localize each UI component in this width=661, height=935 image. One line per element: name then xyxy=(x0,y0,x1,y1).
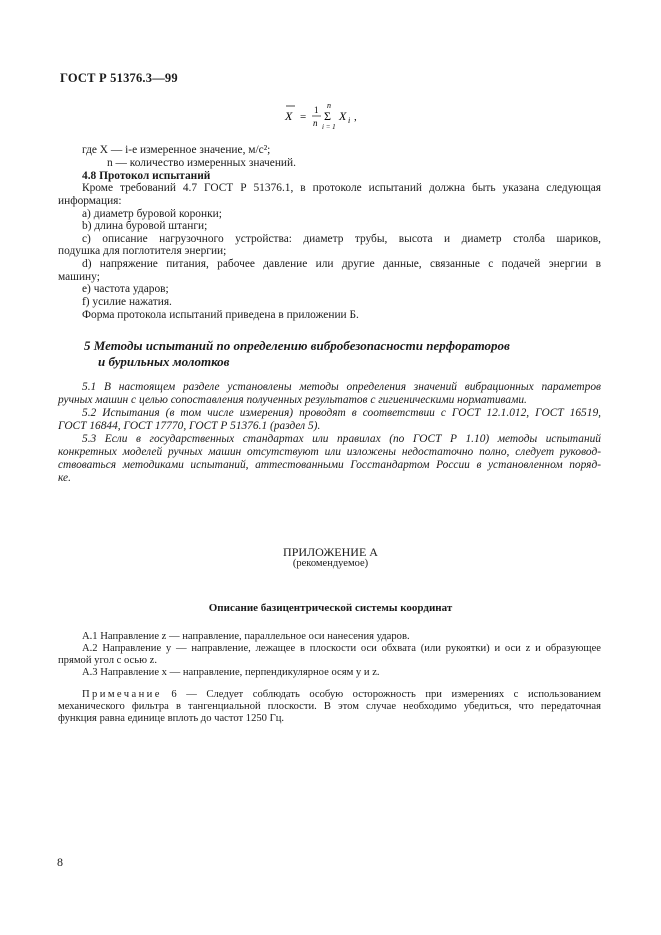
section-4-8-intro-1: Кроме требований 4.7 ГОСТ Р 51376.1, в протоколе испытаний должна быть указана следующая xyxy=(82,182,601,194)
form-note: Форма протокола испытаний приведена в приложении Б. xyxy=(82,309,359,321)
note-text-1: 6 — Следует соблюдать особую осторожность при измерениях с использованием xyxy=(161,689,601,700)
formula-denominator: n xyxy=(313,118,318,128)
formula-sub: i xyxy=(348,116,351,125)
appendix-a1: А.1 Направление z — направление, параллельное оси нанесения ударов. xyxy=(82,631,410,642)
page-number: 8 xyxy=(57,855,63,869)
formula-trail: , xyxy=(354,111,357,123)
item-d-1: d) напряжение питания, рабочее давление или другие данные, связанные с подачей энергии в xyxy=(82,258,601,270)
where-line-1: где X — i-е измеренное значение, м/с²; xyxy=(82,144,271,156)
note-line-3: функция равна единице вплоть до частот 1250 Гц. xyxy=(58,713,285,724)
item-f: f) усилие нажатия. xyxy=(82,296,172,308)
page-header: ГОСТ Р 51376.3—99 xyxy=(60,71,178,85)
formula-equals: = xyxy=(300,111,307,123)
appendix-a3: А.3 Направление х — направление, перпендикулярное осям у и z. xyxy=(82,667,380,678)
where-line-2: n — количество измеренных значений. xyxy=(107,157,296,169)
formula-lhs: X xyxy=(285,109,293,123)
section-5-title-1: 5 Методы испытаний по определению вибробезопасности перфораторов xyxy=(84,338,510,353)
item-c-1: с) описание нагрузочного устройства: диаметр трубы, высота и диаметр столба шариков, xyxy=(82,233,601,245)
para-5-2-line-2: ГОСТ 16844, ГОСТ 17770, ГОСТ Р 51376.1 (раздел 5). xyxy=(58,420,321,432)
para-5-1-line-2: ручных машин с целью сопоставления полученных результатов с гигиеническими нормативами. xyxy=(58,394,527,406)
appendix-title: ПРИЛОЖЕНИЕ А xyxy=(283,545,378,559)
appendix-subtitle: (рекомендуемое) xyxy=(292,558,369,569)
item-a: а) диаметр буровой коронки; xyxy=(82,208,222,220)
sum-symbol: Σ xyxy=(324,109,331,123)
item-d-2: машину; xyxy=(58,271,100,283)
item-c-2: подушка для поглотителя энергии; xyxy=(58,245,227,257)
para-5-1-line-1: 5.1 В настоящем разделе установлены методы определения значений вибрационных параметров xyxy=(82,381,601,393)
para-5-3-line-1: 5.3 Если в государственных стандартах или правилах (по ГОСТ Р 1.10) методы испытаний xyxy=(82,433,601,445)
item-e: е) частота ударов; xyxy=(82,283,169,295)
formula-var: X xyxy=(339,109,347,123)
appendix-a2-line-2: прямой угол с осью z. xyxy=(58,655,157,666)
note-label: Примечание xyxy=(82,689,162,700)
para-5-2-line-1: 5.2 Испытания (в том числе измерения) проводят в соответствии с ГОСТ 12.1.012, ГОСТ 16519, xyxy=(82,407,601,419)
section-5-title-2: и бурильных молотков xyxy=(98,354,230,369)
sum-top: n xyxy=(327,101,331,110)
note-line-2: механического фильтра в тангенциальной плоскости. В этом случае необходимо убедиться, что передаточная xyxy=(58,701,601,712)
section-4-8-heading: 4.8 Протокол испытаний xyxy=(82,170,211,182)
appendix-heading: Описание базицентрической системы координат xyxy=(208,602,453,614)
appendix-a2-line-1: А.2 Направление у — направление, лежащее в плоскости оси обхвата (или рукоятки) и оси z и образующее xyxy=(82,643,601,654)
para-5-3-line-4: ке. xyxy=(58,472,71,484)
para-5-3-line-2: конкретных моделей ручных машин отсутствуют или изложены недостаточно полно, следует руковод- xyxy=(58,446,601,458)
item-b: b) длина буровой штанги; xyxy=(82,220,208,232)
section-4-8-intro-2: информация: xyxy=(58,195,122,207)
para-5-3-line-3: ствоваться методиками испытаний, аттестованными Госстандартом России в установленном поряд- xyxy=(58,459,601,471)
formula-numerator: 1 xyxy=(314,105,319,115)
mean-formula xyxy=(282,98,372,138)
sum-bottom: i = 1 xyxy=(322,123,336,131)
